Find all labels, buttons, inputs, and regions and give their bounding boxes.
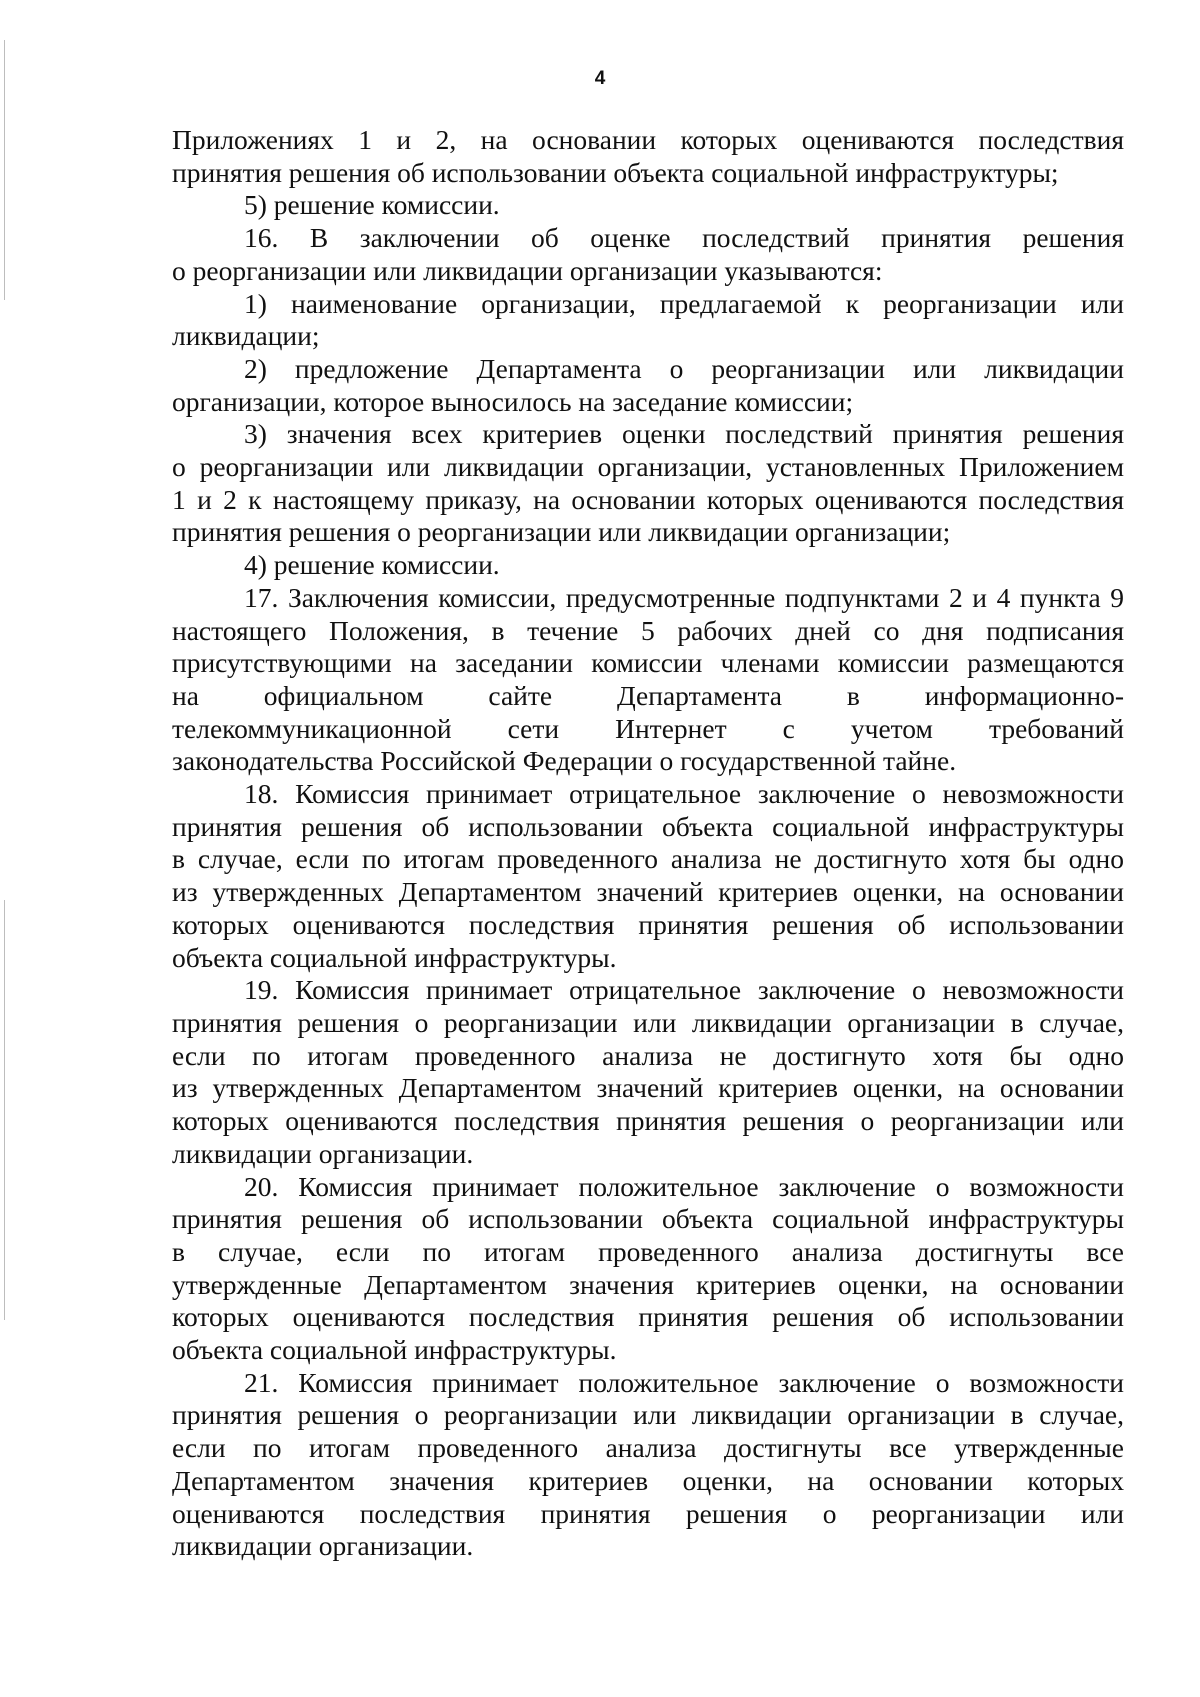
text-line: утвержденные Департаментом значения критериев оценки, на основании <box>172 1268 1124 1300</box>
scan-edge-mark <box>4 40 5 300</box>
text-line: если по итогам проведенного анализа достигнуты все утвержденные <box>172 1432 1124 1464</box>
text-line: присутствующими на заседании комиссии членами комиссии размещаются <box>172 647 1124 679</box>
text-line: 16. В заключении об оценке последствий принятия решения <box>244 222 1124 254</box>
text-line: 18. Комиссия принимает отрицательное заключение о невозможности <box>244 778 1124 810</box>
text-line: 19. Комиссия принимает отрицательное заключение о невозможности <box>244 974 1124 1006</box>
text-line: о реорганизации или ликвидации организации указываются: <box>172 254 883 286</box>
text-line: 3) значения всех критериев оценки последствий принятия решения <box>244 418 1124 450</box>
text-line: Департаментом значения критериев оценки, на основании которых <box>172 1464 1124 1496</box>
text-line: которых оцениваются последствия принятия решения об использовании <box>172 1301 1124 1333</box>
text-line: на официальном сайте Департамента в информационно- <box>172 679 1124 711</box>
text-line: в случае, если по итогам проведенного анализа не достигнуто хотя бы одно <box>172 843 1124 875</box>
text-line: оцениваются последствия принятия решения о реорганизации или <box>172 1497 1124 1529</box>
text-line: настоящего Положения, в течение 5 рабочих дней со дня подписания <box>172 614 1124 646</box>
page-number: 4 <box>594 68 606 89</box>
text-line: объекта социальной инфраструктуры. <box>172 1334 617 1366</box>
scan-edge-mark <box>4 900 5 1320</box>
text-line: принятия решения о реорганизации или ликвидации организации; <box>172 516 951 548</box>
text-line: из утвержденных Департаментом значений критериев оценки, на основании <box>172 876 1124 908</box>
text-line: если по итогам проведенного анализа не достигнуто хотя бы одно <box>172 1039 1124 1071</box>
text-line: ликвидации; <box>172 320 320 352</box>
text-line: телекоммуникационной сети Интернет с учетом требований <box>172 712 1124 744</box>
text-line: объекта социальной инфраструктуры. <box>172 941 617 973</box>
text-line: в случае, если по итогам проведенного анализа достигнуты все <box>172 1235 1124 1267</box>
text-line: которых оцениваются последствия принятия решения о реорганизации или <box>172 1105 1124 1137</box>
text-line: 4) решение комиссии. <box>244 549 500 581</box>
text-line: из утвержденных Департаментом значений критериев оценки, на основании <box>172 1072 1124 1104</box>
text-line: 1 и 2 к настоящему приказу, на основании которых оцениваются последствия <box>172 483 1124 515</box>
text-line: принятия решения об использовании объекта социальной инфраструктуры; <box>172 156 1059 188</box>
text-line: ликвидации организации. <box>172 1530 474 1562</box>
text-line: принятия решения об использовании объекта социальной инфраструктуры <box>172 1203 1124 1235</box>
text-line: о реорганизации или ликвидации организации, установленных Приложением <box>172 451 1124 483</box>
text-line: принятия решения о реорганизации или ликвидации организации в случае, <box>172 1399 1124 1431</box>
document-body <box>172 124 1124 1563</box>
text-line: Приложениях 1 и 2, на основании которых оцениваются последствия <box>172 124 1124 155</box>
text-line: 2) предложение Департамента о реорганизации или ликвидации <box>244 352 1124 384</box>
text-line: 5) решение комиссии. <box>244 189 500 221</box>
text-line: которых оцениваются последствия принятия решения об использовании <box>172 908 1124 940</box>
text-line: 20. Комиссия принимает положительное заключение о возможности <box>244 1170 1124 1202</box>
text-line: принятия решения об использовании объекта социальной инфраструктуры <box>172 810 1124 842</box>
text-line: 1) наименование организации, предлагаемой к реорганизации или <box>244 287 1124 319</box>
text-line: организации, которое выносилось на заседание комиссии; <box>172 385 854 417</box>
text-line: 17. Заключения комиссии, предусмотренные подпунктами 2 и 4 пункта 9 <box>244 581 1124 613</box>
text-line: законодательства Российской Федерации о государственной тайне. <box>172 745 957 777</box>
text-line: 21. Комиссия принимает положительное заключение о возможности <box>244 1366 1124 1398</box>
text-line: ликвидации организации. <box>172 1137 474 1169</box>
text-line: принятия решения о реорганизации или ликвидации организации в случае, <box>172 1006 1124 1038</box>
